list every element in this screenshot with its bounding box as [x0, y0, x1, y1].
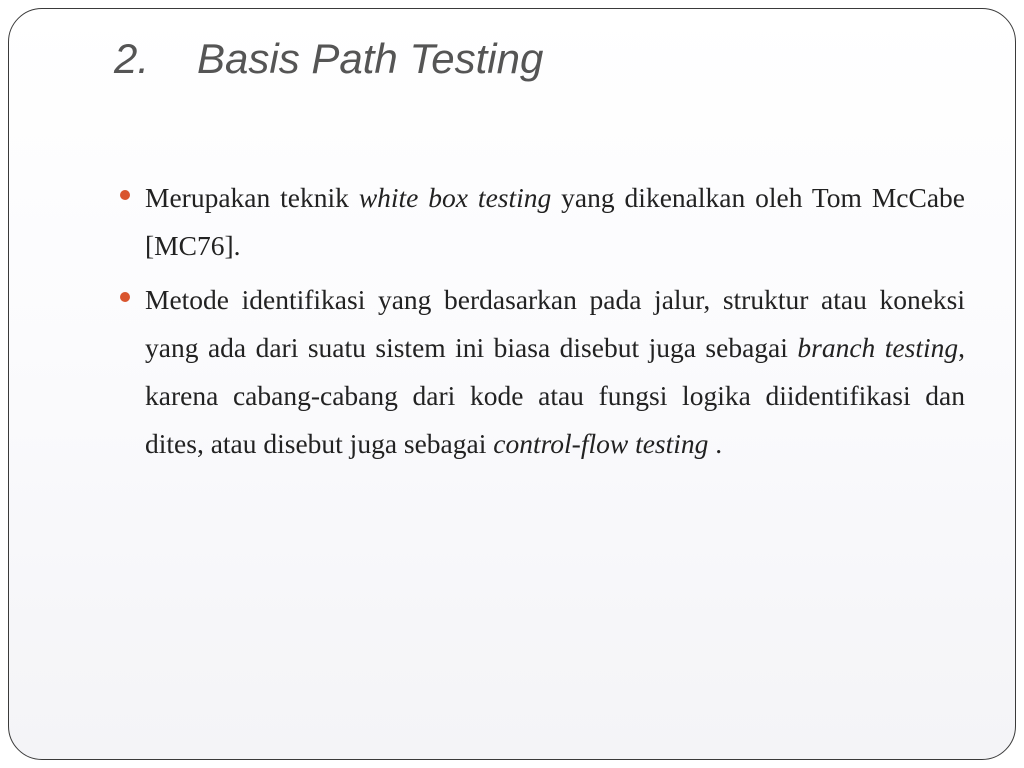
bullet-2-italic-term-control-flow: control-flow testing [493, 428, 709, 459]
slide-frame [8, 8, 1016, 760]
bullet-item-1 [115, 174, 965, 270]
bullet-2-italic-term-branch: branch testing [797, 332, 959, 363]
slide-title [114, 36, 543, 82]
bullet-1-italic-term: white box testing [358, 182, 552, 213]
bullet-2-text-end: . [708, 428, 723, 459]
slide-title-text: Basis Path Testing [197, 35, 544, 82]
slide-content [115, 174, 965, 474]
bullet-2-text: Metode identifikasi yang berdasarkan pada jalur, struktur atau koneksi yang ada dari suatu sistem ini biasa disebut juga sebagai [145, 284, 965, 363]
slide-title-number: 2. [114, 35, 150, 82]
bullet-1-text-end: yang dikenalkan oleh Tom McCabe [MC76]. [145, 182, 965, 261]
bullet-1-text: Merupakan teknik [145, 182, 359, 213]
bullet-item-2 [115, 276, 965, 468]
bullet-dot-icon [120, 292, 130, 302]
bullet-2-text-middle: , karena cabang-cabang dari kode atau fungsi logika diidentifikasi dan dites, atau disebut juga sebagai [145, 332, 965, 459]
bullet-dot-icon [120, 190, 130, 200]
